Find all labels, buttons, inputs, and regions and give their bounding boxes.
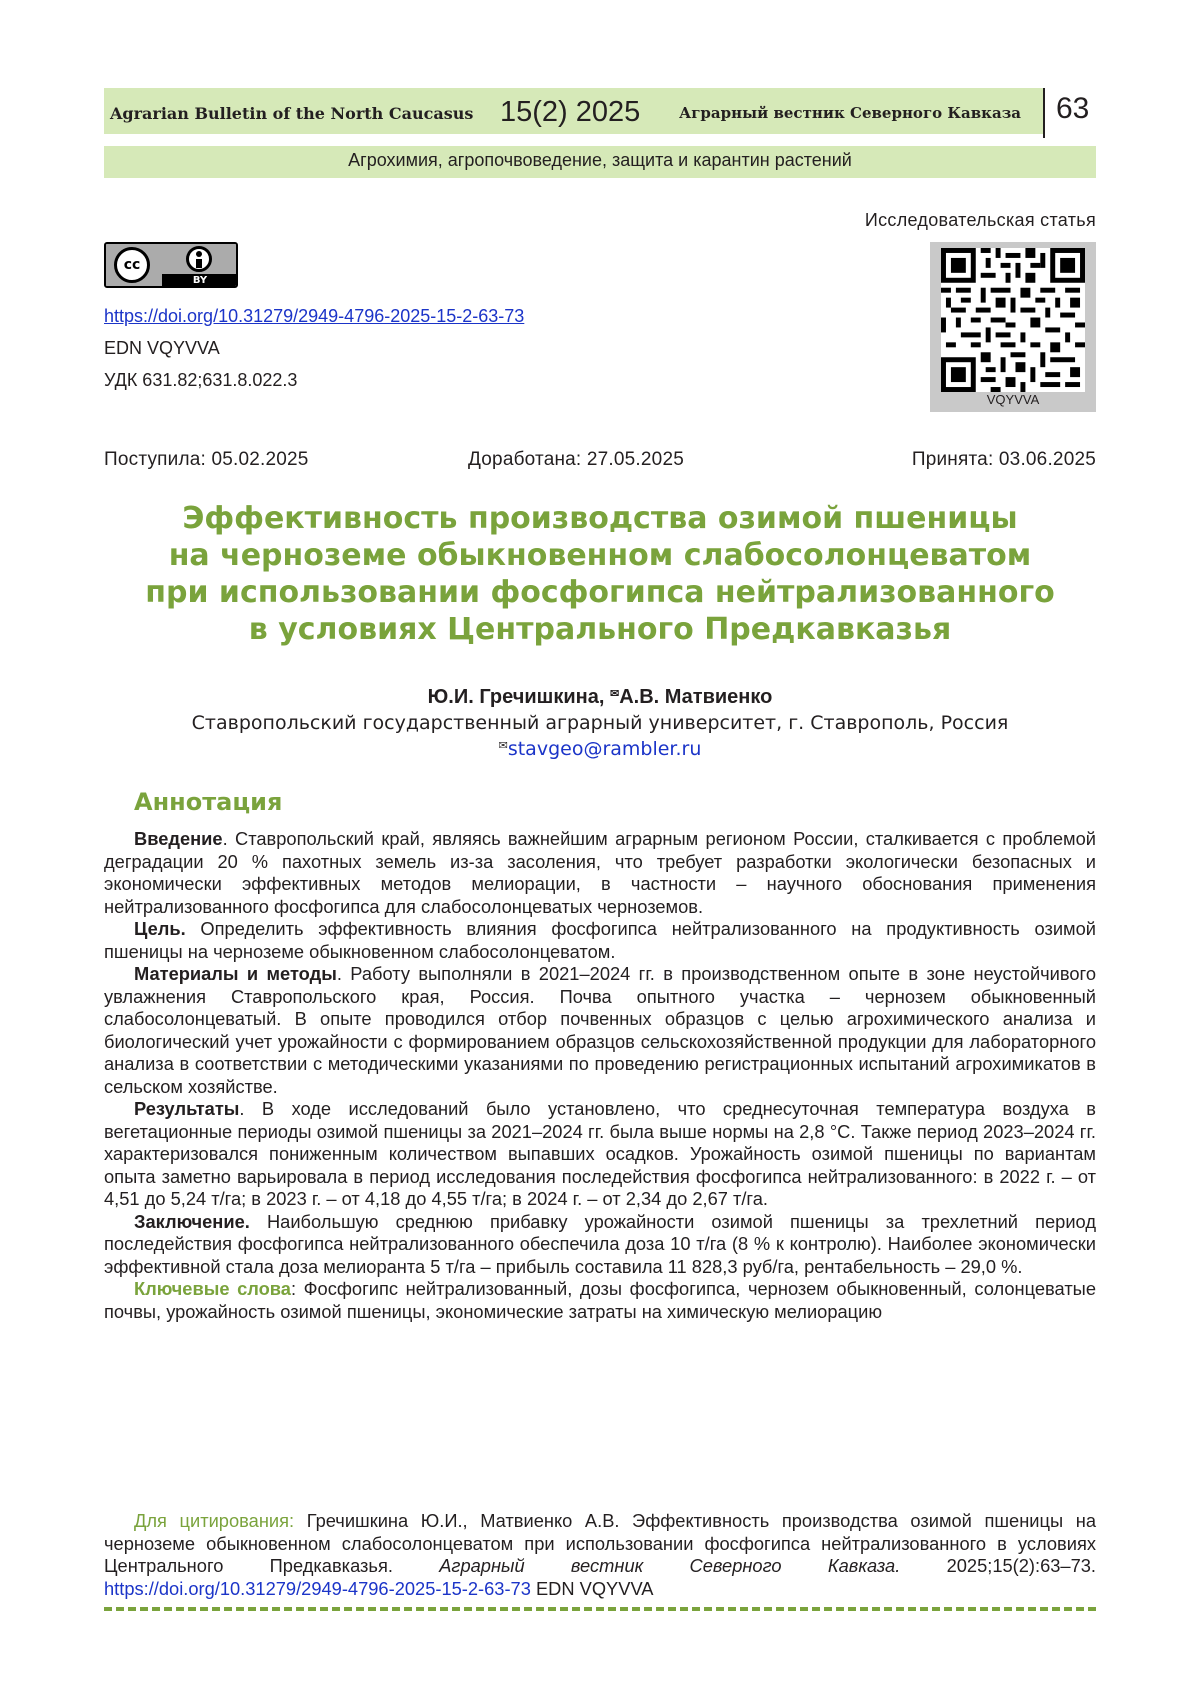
title-line: при использовании фосфогипса нейтрализованного	[145, 575, 1055, 610]
header-divider	[1043, 88, 1045, 138]
email-link[interactable]: stavgeo@rambler.ru	[507, 738, 702, 760]
conclusion-label: Заключение.	[134, 1210, 250, 1232]
abstract-paragraph	[104, 918, 1096, 963]
citation-doi-link[interactable]: https://doi.org/10.31279/2949-4796-2025-15-2-63-73	[104, 1577, 531, 1599]
qr-code-box[interactable]	[930, 242, 1096, 412]
page-number: 63	[1056, 92, 1090, 125]
abstract-paragraph	[104, 1098, 1096, 1211]
title-line: на черноземе обыкновенном слабосолонцеватом	[168, 538, 1032, 573]
author-name: А.В. Матвиенко	[619, 686, 773, 708]
citation-edn: EDN VQYVVA	[530, 1577, 654, 1599]
citation-journal: Аграрный вестник Северного Кавказа.	[439, 1555, 901, 1576]
abstract-paragraph	[104, 828, 1096, 918]
citation-text: Гречишкина Ю.И., Матвиенко А.В. Эффективность производства озимой пшеницы на черноземе обыкновенном слабосолонцеватом при использовании фосфогипса нейтрализованного в условиях Центрального Предкавказья.	[104, 1510, 1096, 1576]
cc-section	[106, 244, 162, 288]
udk-code: УДК 631.82;631.8.022.3	[104, 370, 298, 390]
accepted-date: Принята: 03.06.2025	[911, 449, 1096, 470]
goal-label: Цель.	[134, 918, 186, 939]
journal-title-ru: Аграрный вестник Северного Кавказа	[679, 104, 1021, 122]
abstract-heading: Аннотация	[134, 788, 283, 816]
cc-icon: cc	[114, 247, 150, 283]
abstract-paragraph	[104, 1278, 1096, 1323]
keywords-label: Ключевые слова	[134, 1278, 291, 1299]
keywords-text: : Фосфогипс нейтрализованный, дозы фосфогипса, чернозем обыкновенный, солонцеватые почвы, урожайность озимой пшеницы, экономические затраты на химическую мелиорацию	[104, 1278, 1096, 1322]
edn-code: EDN VQYVVA	[104, 338, 220, 358]
section-title: Агрохимия, агропочвоведение, защита и карантин растений	[348, 150, 852, 170]
footer-dashed-divider	[104, 1607, 1096, 1611]
citation-volume: 2025;15(2):63–73.	[900, 1555, 1097, 1576]
envelope-icon: ✉	[498, 739, 508, 752]
abstract-paragraph	[104, 1211, 1096, 1279]
envelope-icon: ✉	[609, 688, 620, 700]
qr-code-icon	[941, 248, 1085, 392]
abstract-body	[104, 828, 1096, 1323]
intro-text: . Ставропольский край, являясь важнейшим аграрным регионом России, сталкивается с проблемой деградации 20 % пахотных земель из-за засоления, что требует разработки экологически безопасных и экономически эффективных методов мелиорации, в частности – научного обоснования применения нейтрализованного фосфогипса для слабосолонцеватых черноземов.	[104, 828, 1096, 917]
title-line: в условиях Центрального Предкавказья	[248, 612, 952, 647]
journal-title-en: Agrarian Bulletin of the North Caucasus	[110, 104, 474, 123]
author-name: Ю.И. Гречишкина,	[427, 686, 605, 708]
results-text: . В ходе исследований было установлено, что среднесуточная температура воздуха в вегетационные периоды озимой пшеницы за 2021–2024 гг. была выше нормы на 2,8 °С. Также период 2023–2024 гг. характеризовался пониженным количеством выпавших осадков. Урожайность озимой пшеницы по вариантам опыта заметно варьировала в период исследования последействия фосфогипса нейтрализованного: в 2022 г. – от 4,51 до 5,24 т/га; в 2023 г. – от 4,18 до 4,55 т/га; в 2024 г. – от 2,34 до 2,67 т/га.	[104, 1098, 1096, 1209]
methods-label: Материалы и методы	[134, 963, 337, 984]
qr-label: VQYVVA	[986, 392, 1040, 407]
abstract-paragraph	[104, 963, 1096, 1098]
email-line	[104, 738, 1096, 760]
by-section	[162, 244, 238, 288]
article-type: Исследовательская статья	[864, 210, 1096, 230]
intro-label: Введение	[134, 828, 223, 849]
goal-text: Определить эффективность влияния фосфогипса нейтрализованного на продуктивность озимой пшеницы на черноземе обыкновенном слабосолонцеватом.	[104, 918, 1096, 962]
issue-number: 15(2) 2025	[500, 96, 641, 128]
citation-label: Для цитирования:	[134, 1510, 295, 1531]
cc-by-license-badge[interactable]	[104, 242, 238, 288]
revised-date: Доработана: 27.05.2025	[468, 449, 684, 470]
received-date: Поступила: 05.02.2025	[104, 449, 309, 470]
attribution-person-icon	[186, 246, 212, 272]
methods-text: . Работу выполняли в 2021–2024 гг. в производственном опыте в зоне неустойчивого увлажнения Ставропольского края, Россия. Почва опытного участка – чернозем обыкновенный слабосолонцеватый. В опыте проводился отбор почвенных образцов с целью агрохимического анализа и биологический учет урожайности с формированием образцов сельскохозяйственной продукции для лабораторного анализа в соответствии с методическими указаниями по проведению регистрационных испытаний агрохимикатов в сельском хозяйстве.	[104, 963, 1096, 1097]
doi-link[interactable]: https://doi.org/10.31279/2949-4796-2025-15-2-63-73	[104, 306, 525, 326]
authors	[104, 686, 1096, 709]
results-label: Результаты	[134, 1098, 240, 1119]
conclusion-text: Наибольшую среднюю прибавку урожайности озимой пшеницы за трехлетний период последействия фосфогипса нейтрализованного обеспечила доза 10 т/га (8 % к контролю). Наиболее экономически эффективной стала доза мелиоранта 5 т/га – прибыль составила 11 828,3 руб/га, рентабельность – 29,0 %.	[104, 1210, 1096, 1277]
citation-block	[104, 1510, 1096, 1600]
affiliation: Ставропольский государственный аграрный университет, г. Ставрополь, Россия	[191, 712, 1009, 734]
article-title	[104, 500, 1096, 648]
by-label: BY	[162, 274, 238, 288]
title-line: Эффективность производства озимой пшеницы	[182, 501, 1018, 536]
